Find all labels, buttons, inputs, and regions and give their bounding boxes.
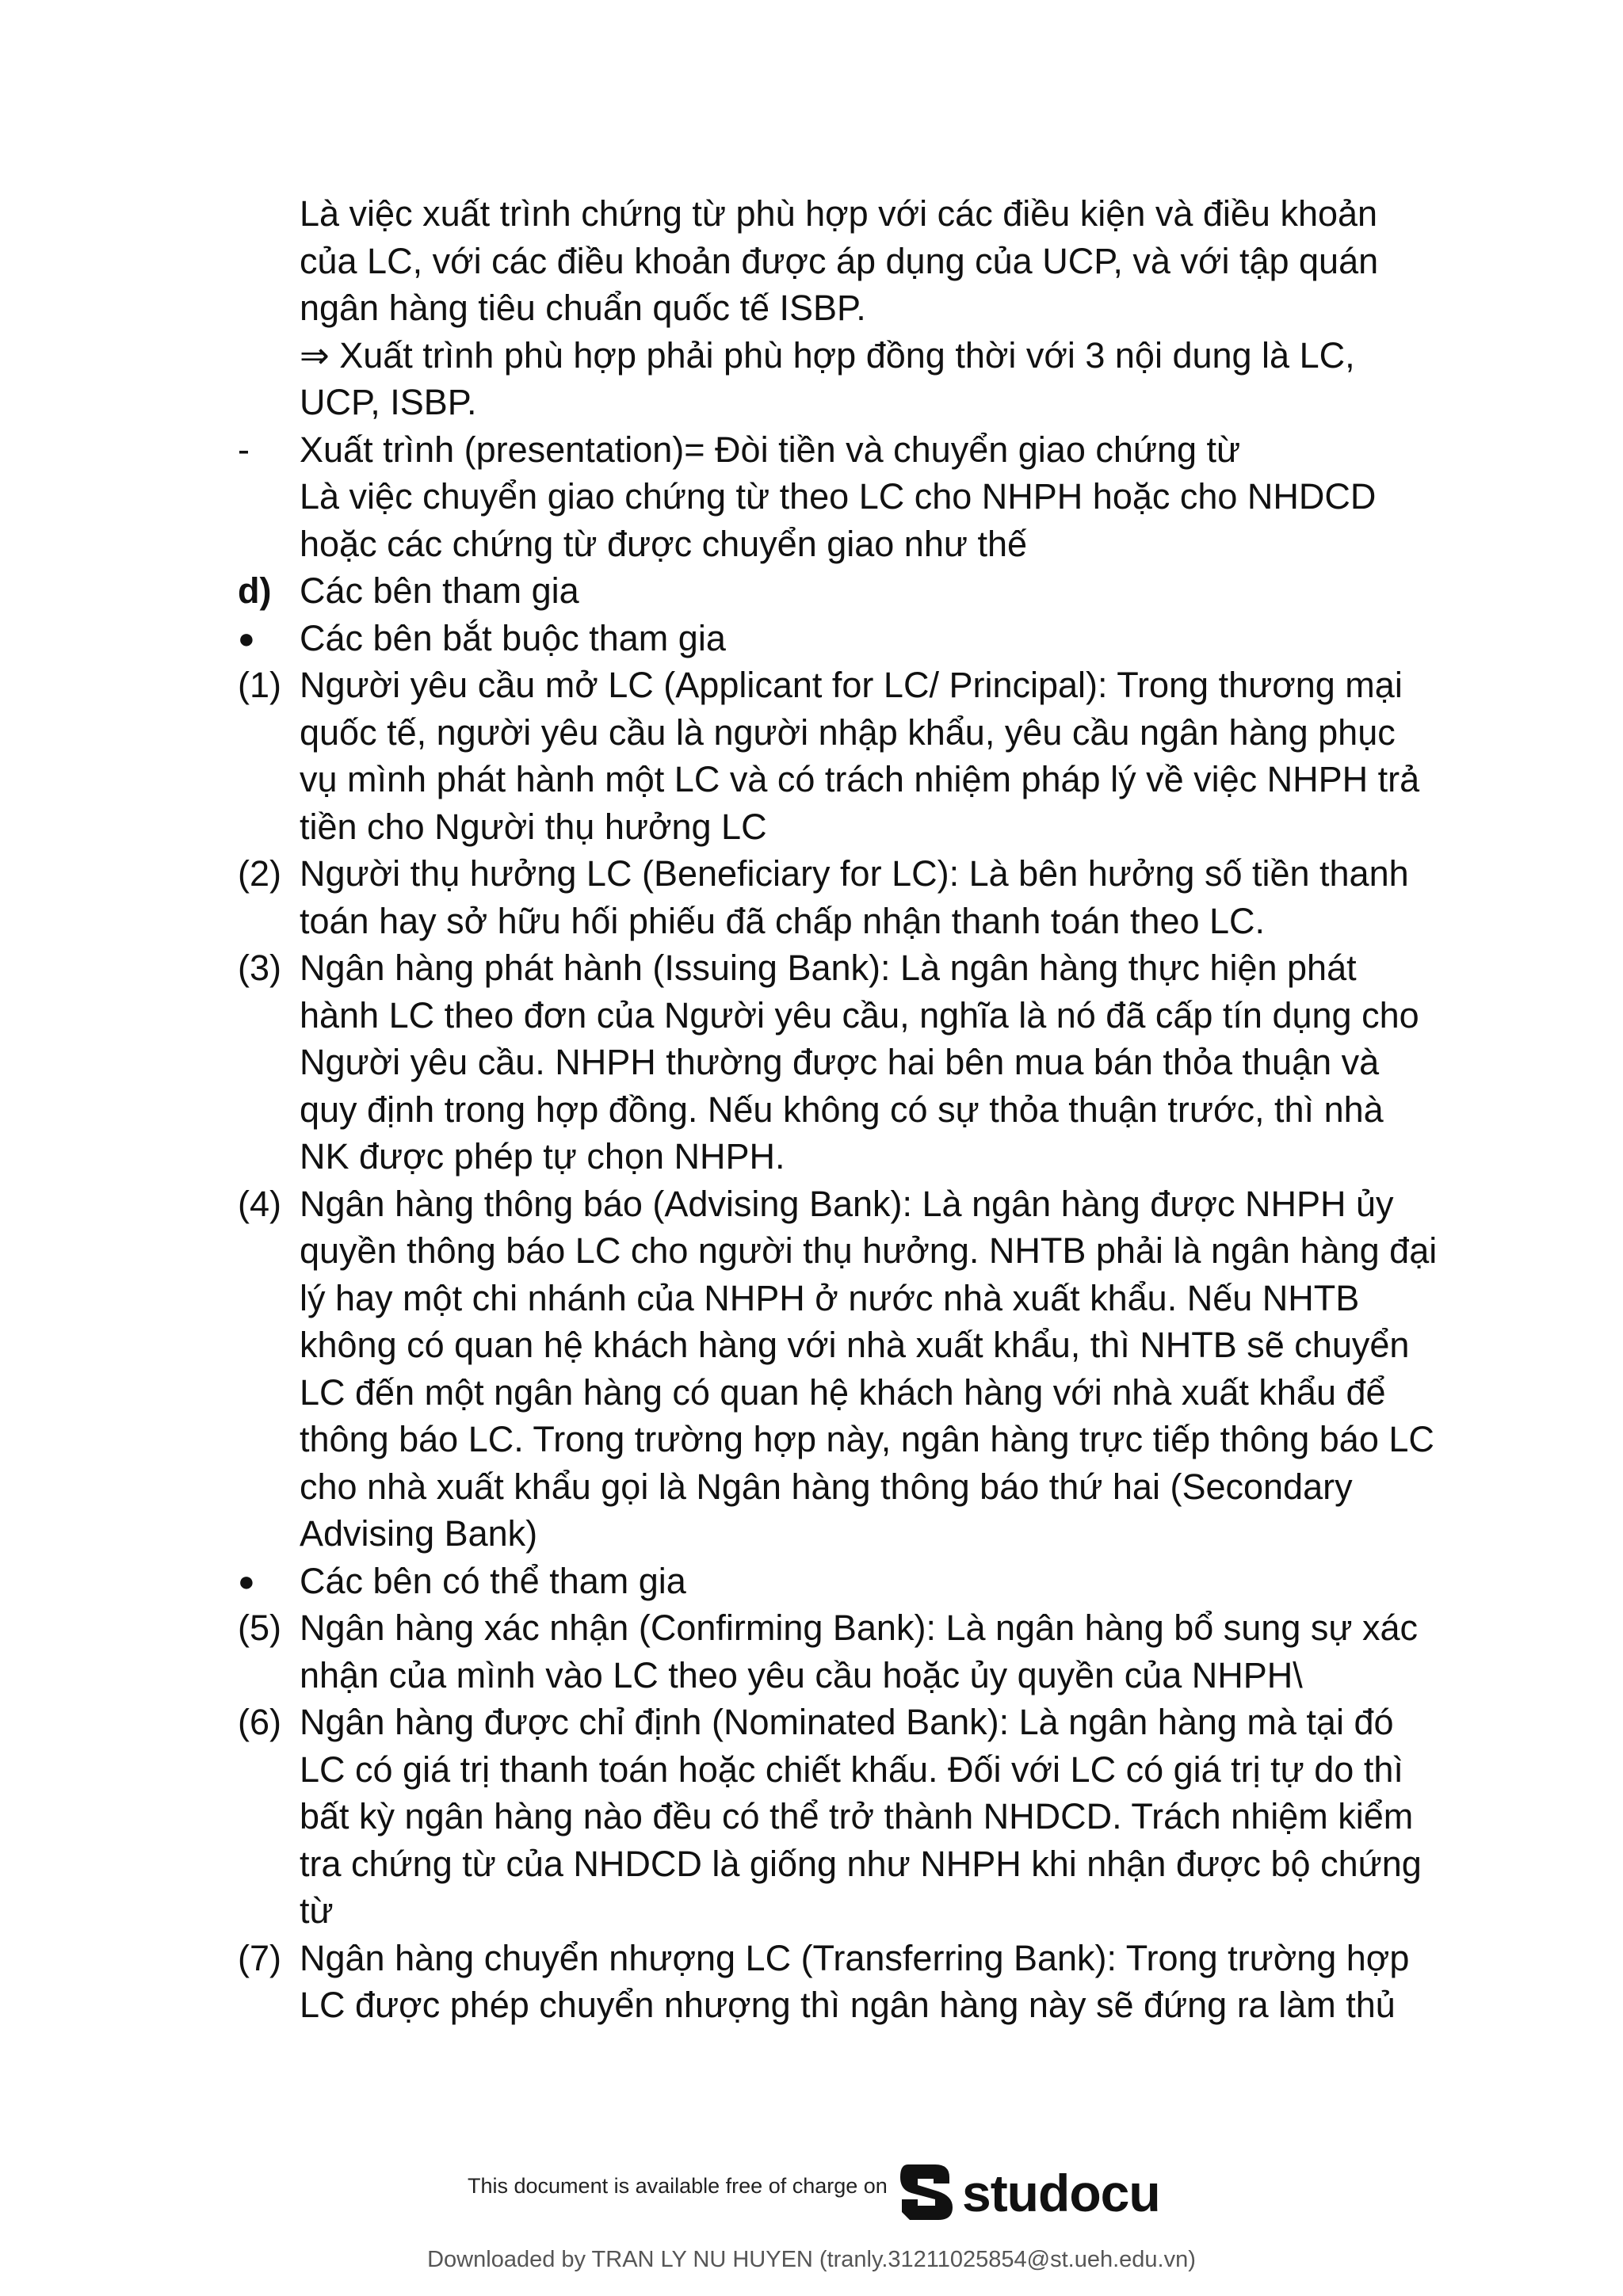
bullet-marker: ● — [238, 621, 255, 654]
paragraph-block — [238, 1558, 1442, 1605]
text-line: hành LC theo đơn của Người yêu cầu, nghĩa là nó đã cấp tín dụng cho — [300, 994, 1419, 1035]
paragraph-block — [238, 190, 1442, 426]
dash-marker: - — [238, 429, 250, 470]
text-line: Là việc chuyển giao chứng từ theo LC cho NHPH hoặc cho NHDCD — [300, 476, 1377, 517]
document-body — [238, 190, 1442, 2029]
text-line: bất kỳ ngân hàng nào đều có thể trở thành NHDCD. Trách nhiệm kiểm — [300, 1796, 1414, 1836]
paragraph-block — [238, 1604, 1442, 1699]
text-line: vụ mình phát hành một LC và có trách nhiệm pháp lý về việc NHPH trả — [300, 759, 1420, 799]
studocu-footer — [0, 2160, 1623, 2222]
text-line: NK được phép tự chọn NHPH. — [300, 1136, 785, 1177]
text-line: ngân hàng tiêu chuẩn quốc tế ISBP. — [300, 288, 866, 328]
list-marker: (6) — [238, 1702, 281, 1742]
text-line: LC có giá trị thanh toán hoặc chiết khấu. Đối với LC có giá trị tự do thì — [300, 1749, 1403, 1790]
text-line: Là việc xuất trình chứng từ phù hợp với các điều kiện và điều khoản — [300, 193, 1378, 234]
text-line: Các bên tham gia — [300, 570, 579, 611]
paragraph-block — [238, 1699, 1442, 1935]
list-marker: d) — [238, 570, 272, 611]
text-line: tra chứng từ của NHDCD là giống như NHPH khi nhận được bộ chứng — [300, 1843, 1422, 1884]
paragraph-block — [238, 850, 1442, 944]
paragraph-block — [238, 662, 1442, 850]
studocu-logo-text: studocu — [962, 2164, 1160, 2222]
text-line: Xuất trình (presentation)= Đòi tiền và chuyển giao chứng từ — [300, 429, 1241, 470]
text-line: từ — [300, 1890, 334, 1931]
paragraph-block — [238, 567, 1442, 615]
text-line: Người yêu cầu mở LC (Applicant for LC/ Principal): Trong thương mại — [300, 665, 1403, 705]
text-line: Ngân hàng chuyển nhượng LC (Transferring Bank): Trong trường hợp — [300, 1937, 1410, 1978]
paragraph-block — [238, 944, 1442, 1180]
text-line: lý hay một chi nhánh của NHPH ở nước nhà xuất khẩu. Nếu NHTB — [300, 1277, 1360, 1318]
studocu-logo-icon — [894, 2160, 957, 2223]
text-line: của LC, với các điều khoản được áp dụng của UCP, và với tập quán — [300, 240, 1379, 281]
text-line: nhận của mình vào LC theo yêu cầu hoặc ủy quyền của NHPH\ — [300, 1654, 1303, 1695]
footer-note: This document is available free of charge on — [468, 2174, 888, 2198]
list-marker: (5) — [238, 1608, 281, 1648]
text-line: hoặc các chứng từ được chuyển giao như thế — [300, 523, 1028, 564]
text-line: cho nhà xuất khẩu gọi là Ngân hàng thông báo thứ hai (Secondary — [300, 1466, 1353, 1507]
text-line: không có quan hệ khách hàng với nhà xuất khẩu, thì NHTB sẽ chuyển — [300, 1325, 1410, 1365]
text-line: toán hay sở hữu hối phiếu đã chấp nhận thanh toán theo LC. — [300, 900, 1266, 941]
text-line: Ngân hàng phát hành (Issuing Bank): Là ngân hàng thực hiện phát — [300, 948, 1357, 988]
list-marker: (3) — [238, 948, 281, 988]
list-marker: (1) — [238, 665, 281, 705]
text-line: Người thụ hưởng LC (Beneficiary for LC): Là bên hưởng số tiền thanh — [300, 853, 1409, 894]
text-line: quyền thông báo LC cho người thụ hưởng. NHTB phải là ngân hàng đại — [300, 1230, 1438, 1271]
text-line: quy định trong hợp đồng. Nếu không có sự thỏa thuận trước, thì nhà — [300, 1089, 1384, 1130]
text-line: UCP, ISBP. — [300, 382, 477, 422]
text-line: thông báo LC. Trong trường hợp này, ngân hàng trực tiếp thông báo LC — [300, 1419, 1434, 1459]
list-marker: (4) — [238, 1183, 281, 1224]
download-notice: Downloaded by TRAN LY NU HUYEN (tranly.31211025854@st.ueh.edu.vn) — [427, 2247, 1196, 2272]
paragraph-block — [238, 1935, 1442, 2029]
text-line: quốc tế, người yêu cầu là người nhập khẩu, yêu cầu ngân hàng phục — [300, 711, 1396, 753]
text-line: LC được phép chuyển nhượng thì ngân hàng này sẽ đứng ra làm thủ — [300, 1985, 1396, 2025]
list-marker: (7) — [238, 1937, 281, 1978]
text-line: Người yêu cầu. NHPH thường được hai bên mua bán thỏa thuận và — [300, 1042, 1380, 1082]
text-line: ⇒ Xuất trình phù hợp phải phù hợp đồng thời với 3 nội dung là LC, — [300, 334, 1355, 376]
text-line: Ngân hàng xác nhận (Confirming Bank): Là ngân hàng bổ sung sự xác — [300, 1608, 1419, 1648]
paragraph-block — [238, 615, 1442, 662]
bullet-marker: ● — [238, 1564, 255, 1597]
text-line: tiền cho Người thụ hưởng LC — [300, 806, 767, 847]
list-marker: (2) — [238, 853, 281, 894]
text-line: Các bên bắt buộc tham gia — [300, 617, 726, 658]
text-line: Ngân hàng được chỉ định (Nominated Bank): Là ngân hàng mà tại đó — [300, 1702, 1394, 1742]
paragraph-block — [238, 1180, 1442, 1558]
text-line: LC đến một ngân hàng có quan hệ khách hàng với nhà xuất khẩu để — [300, 1371, 1386, 1413]
text-line: Các bên có thể tham gia — [300, 1560, 686, 1601]
paragraph-block — [238, 426, 1442, 568]
text-line: Ngân hàng thông báo (Advising Bank): Là ngân hàng được NHPH ủy — [300, 1183, 1394, 1224]
text-line: Advising Bank) — [300, 1513, 538, 1554]
